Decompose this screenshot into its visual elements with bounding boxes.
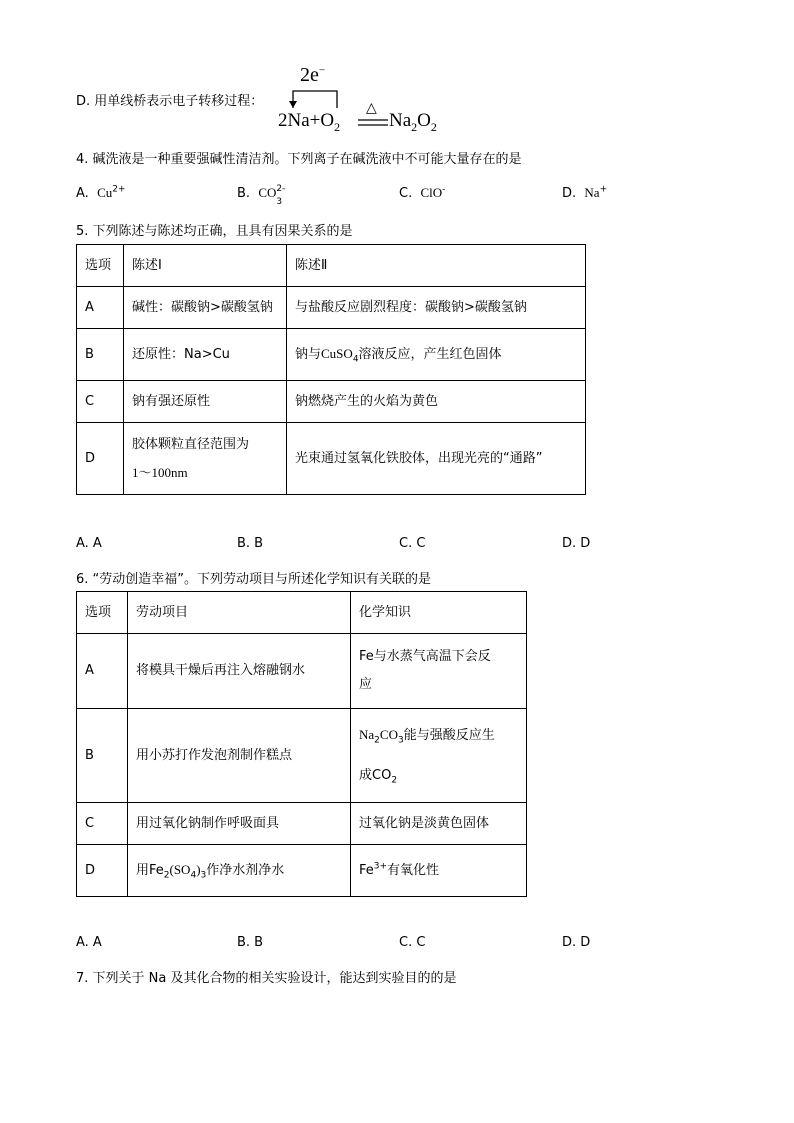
q4-stem: 4. 碱洗液是一种重要强碱性清洁剂。下列离子在碱洗液中不可能大量存在的是 [76,152,522,167]
table-row [77,709,527,803]
table-row [77,803,527,845]
equals-sign [358,118,390,128]
reaction-product: $Na_2O_2$ [389,110,437,134]
row-statement-1: 钠有强还原性 [124,381,287,423]
q7-stem: 7. 下列关于 Na 及其化合物的相关实验设计，能达到实验目的的是 [76,971,457,986]
row-option: D [77,845,128,897]
q6-stem: 6. “劳动创造幸福”。下列劳动项目与所述化学知识有关联的是 [76,572,432,587]
q6-answer-c[interactable]: C. C [399,935,426,950]
header-option: 选项 [77,592,128,634]
single-bridge-arrow [286,86,346,112]
row-knowledge: $Fe^{3+}$有氧化性 [351,845,527,897]
table-row [77,423,586,495]
header-knowledge: 化学知识 [351,592,527,634]
q5-answer-a[interactable]: A. A [76,536,102,551]
table-row [77,381,586,423]
row-task: 用$Fe_2(SO_4)_3$作净水剂净水 [128,845,351,897]
reaction-equation: $2Na+O_2$ [278,110,341,134]
q5-answer-c[interactable]: C. C [399,536,426,551]
row-option: C [77,803,128,845]
q4-option-b[interactable]: B. CO 2- 3 [237,184,286,207]
row-statement-1: 还原性：Na>Cu [124,329,287,381]
heat-symbol: △ [366,101,377,116]
row-statement-2: 钠燃烧产生的火焰为黄色 [287,381,586,423]
table-row [77,329,586,381]
row-option: D [77,423,124,495]
header-option: 选项 [77,245,124,287]
q6-answer-d[interactable]: D. D [562,935,591,950]
q4-option-c[interactable]: C. ClO- [399,184,446,201]
q6-answer-a[interactable]: A. A [76,935,102,950]
row-knowledge: Fe与水蒸气高温下会反 应 [351,634,527,709]
q4-option-a[interactable]: A. $Cu^{2+}$ [76,184,126,201]
row-task: 用过氧化钠制作呼吸面具 [128,803,351,845]
row-statement-2: 钠与CuSO$_4$溶液反应，产生红色固体 [287,329,586,381]
q5-answer-b[interactable]: B. B [237,536,264,551]
electron-transfer-label: 2e− [300,64,326,86]
row-knowledge: $Na_2CO_3$能与强酸反应生 成$CO_2$ [351,709,527,803]
table-row [77,845,527,897]
table-row [77,287,586,329]
row-statement-2: 光束通过氢氧化铁胶体，出现光亮的“通路” [287,423,586,495]
row-task: 用小苏打作发泡剂制作糕点 [128,709,351,803]
q4-option-d[interactable]: D. Na+ [562,184,608,201]
row-task: 将模具干燥后再注入熔融钢水 [128,634,351,709]
table-header-row [77,592,527,634]
q3-option-d-label: D. 用单线桥表示电子转移过程： [76,94,264,109]
q5-stem: 5. 下列陈述与陈述均正确，且具有因果关系的是 [76,224,353,239]
q5-table [76,244,586,495]
table-header-row [77,245,586,287]
table-row [77,634,527,709]
q5-answer-d[interactable]: D. D [562,536,591,551]
row-option: B [77,329,124,381]
row-statement-2: 与盐酸反应剧烈程度：碳酸钠>碳酸氢钠 [287,287,586,329]
row-statement-1: 碱性：碳酸钠>碳酸氢钠 [124,287,287,329]
q6-table [76,591,527,897]
header-task: 劳动项目 [128,592,351,634]
row-option: A [77,287,124,329]
row-knowledge: 过氧化钠是淡黄色固体 [351,803,527,845]
header-statement-1: 陈述Ⅰ [124,245,287,287]
row-option: A [77,634,128,709]
q6-answer-b[interactable]: B. B [237,935,264,950]
row-statement-1: 胶体颗粒直径范围为 1～100nm [124,423,287,495]
row-option: C [77,381,124,423]
row-option: B [77,709,128,803]
header-statement-2: 陈述Ⅱ [287,245,586,287]
